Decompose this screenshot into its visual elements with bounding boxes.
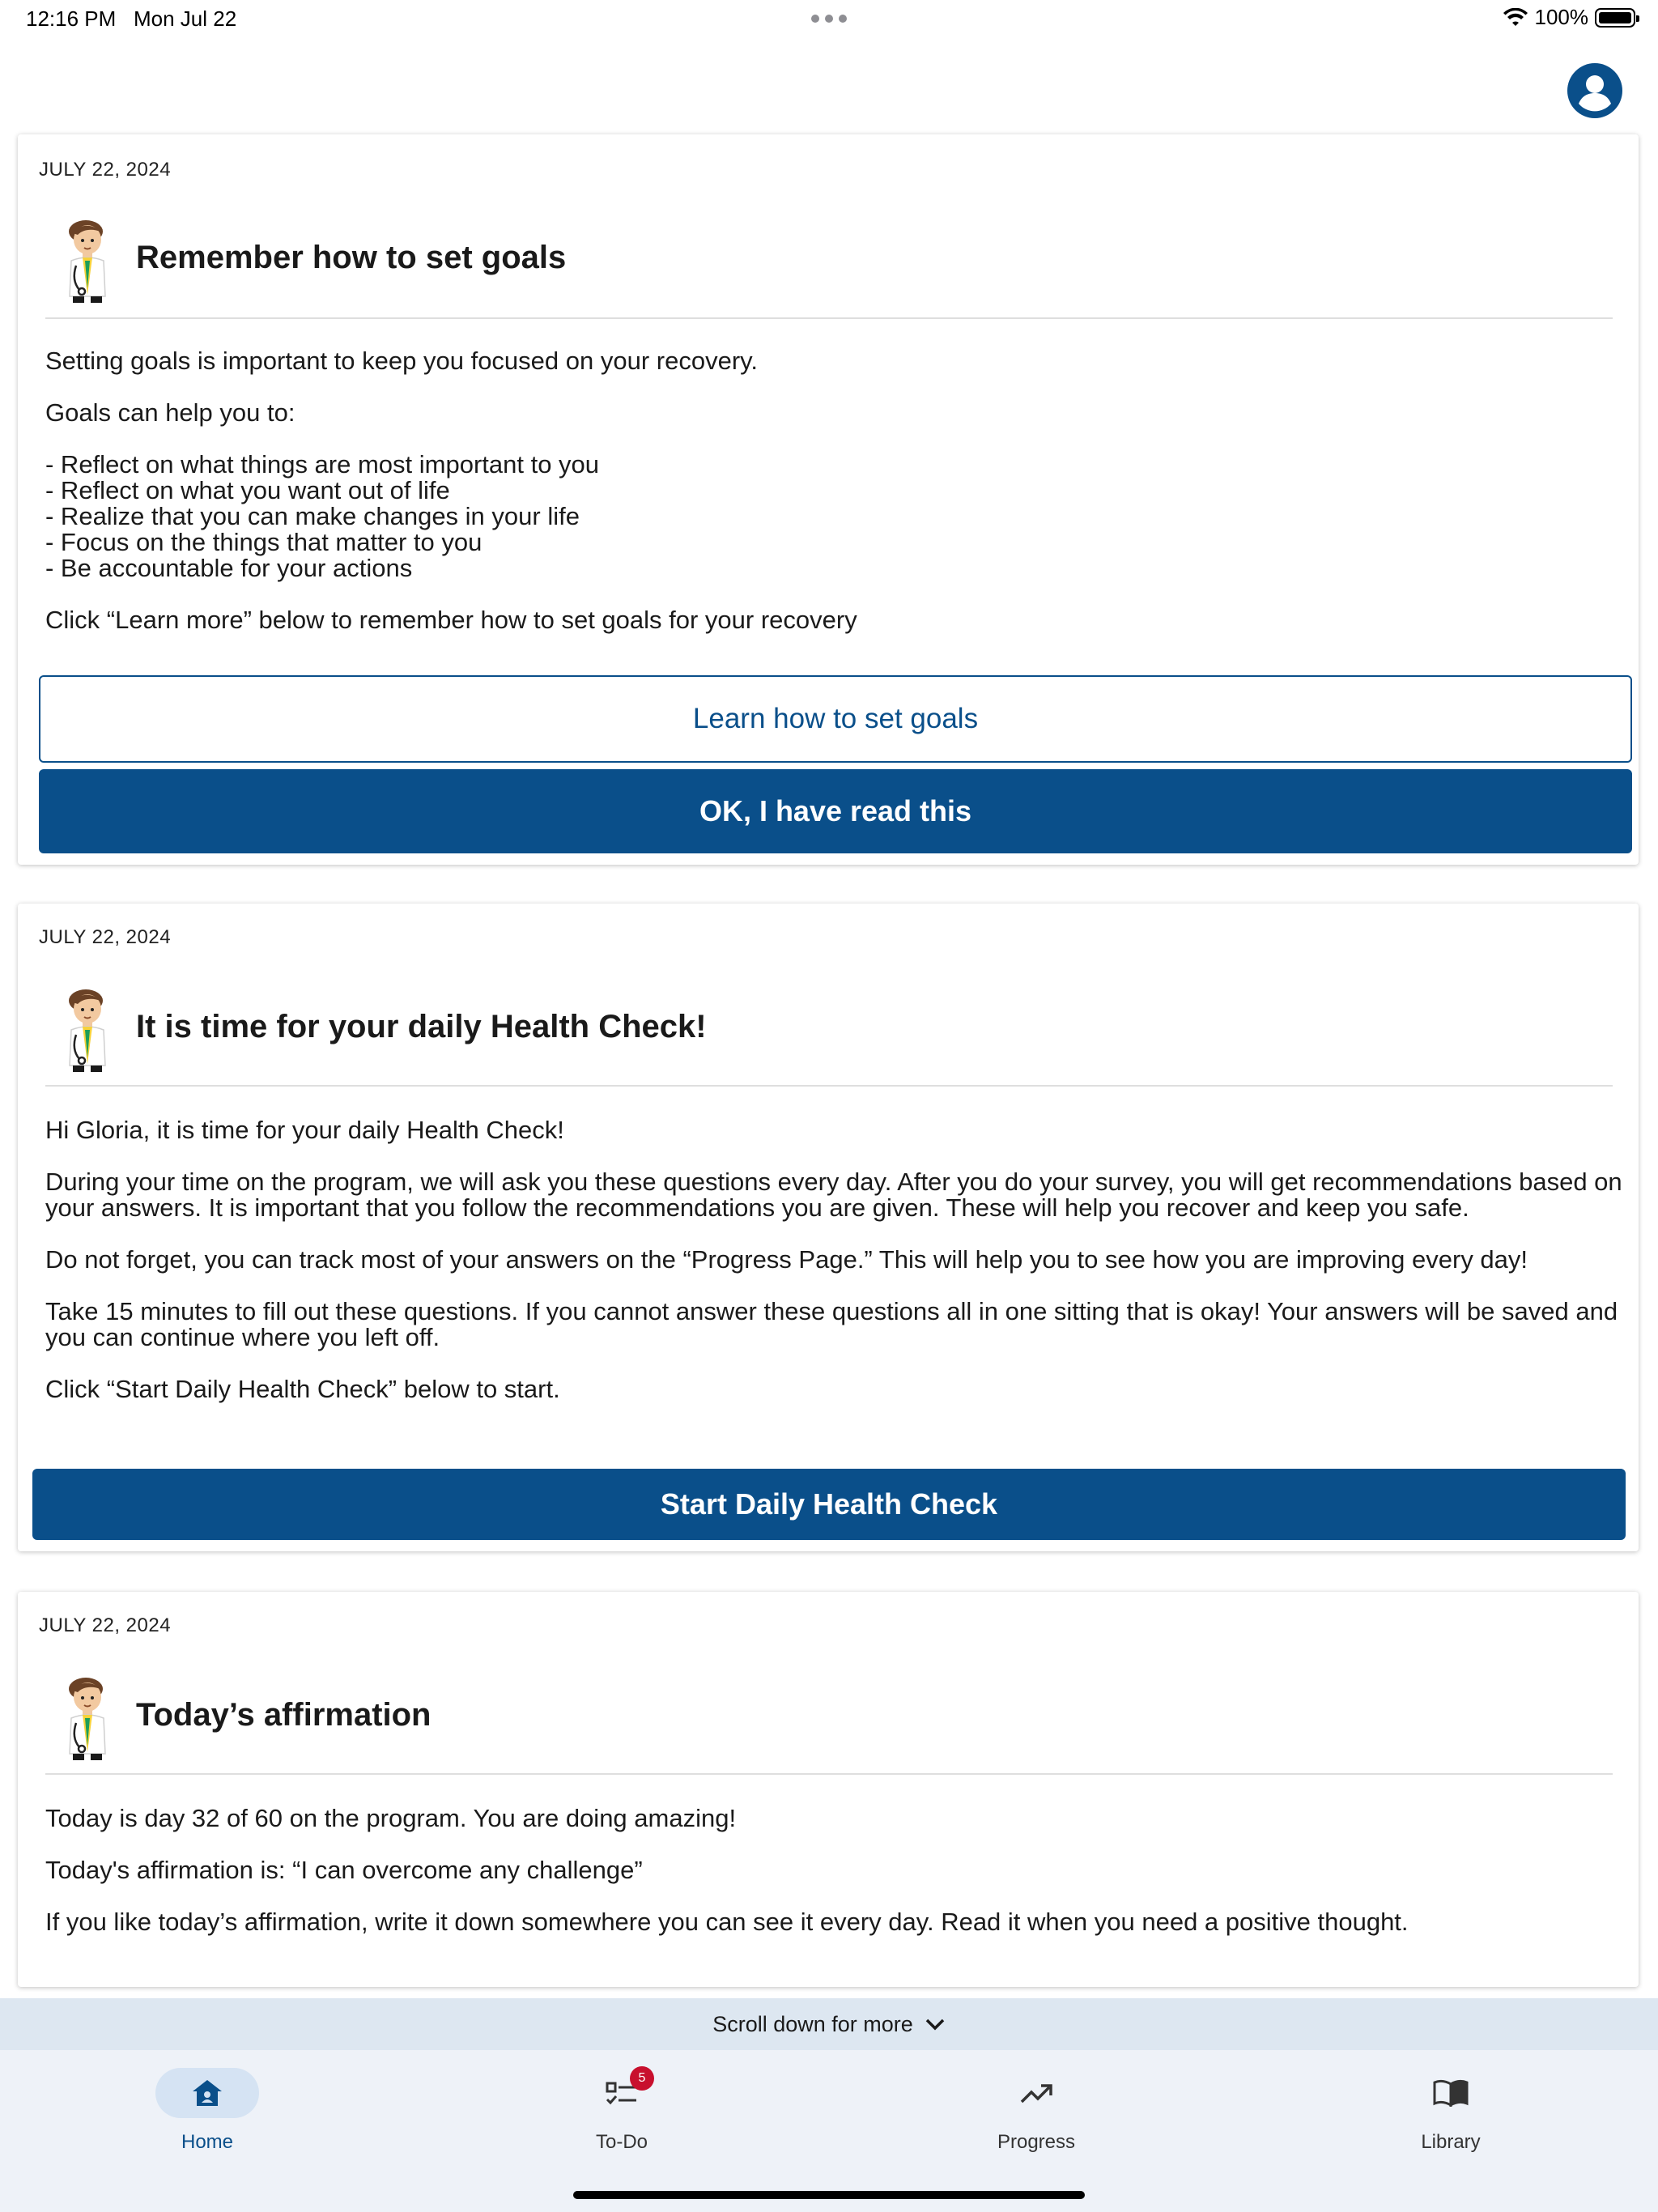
card-paragraph: If you like today’s affirmation, write it down somewhere you can see it every day. Read it when you need a positive thought. bbox=[45, 1908, 1409, 1936]
tab-library-pill bbox=[1399, 2068, 1503, 2118]
card-divider bbox=[45, 317, 1613, 319]
book-icon bbox=[1433, 2079, 1469, 2107]
tab-library[interactable] bbox=[1354, 2068, 1548, 2165]
card-date: JULY 22, 2024 bbox=[39, 926, 172, 948]
card-paragraph: Setting goals is important to keep you focused on your recovery. bbox=[45, 347, 758, 375]
card-paragraph: Today is day 32 of 60 on the program. You are doing amazing! bbox=[45, 1804, 737, 1832]
bottom-tab-bar bbox=[0, 2050, 1658, 2212]
card-divider bbox=[45, 1773, 1613, 1775]
tab-label: To-Do bbox=[595, 2131, 648, 2153]
status-time: 12:16 PM Mon Jul 22 bbox=[26, 6, 237, 31]
tab-progress-pill bbox=[984, 2068, 1088, 2118]
scroll-down-hint[interactable] bbox=[0, 1998, 1658, 2050]
tab-label: Home bbox=[181, 2131, 234, 2153]
card-paragraph: Hi Gloria, it is time for your daily Health Check! bbox=[45, 1116, 564, 1144]
card-date: JULY 22, 2024 bbox=[39, 159, 172, 181]
status-indicators bbox=[1503, 5, 1636, 30]
home-icon bbox=[191, 2078, 223, 2108]
card-title: Today’s affirmation bbox=[136, 1697, 432, 1733]
todo-count-badge: 5 bbox=[630, 2066, 654, 2091]
card-paragraph: Click “Start Daily Health Check” below to start. bbox=[45, 1375, 560, 1403]
status-bar bbox=[0, 0, 1658, 40]
affirmation-card bbox=[18, 1592, 1639, 1987]
battery-percent: 100% bbox=[1534, 5, 1588, 29]
card-body bbox=[45, 1117, 1632, 1402]
tab-home-pill bbox=[155, 2068, 259, 2118]
chevron-down-icon bbox=[925, 2017, 946, 2031]
card-paragraph: Click “Learn more” below to remember how to set goals for your recovery bbox=[45, 606, 857, 634]
list-item: - Focus on the things that matter to you bbox=[45, 528, 483, 556]
start-health-check-button[interactable]: Start Daily Health Check bbox=[32, 1469, 1626, 1540]
multitasking-dots[interactable] bbox=[811, 15, 847, 23]
card-paragraph: Do not forget, you can track most of your answers on the “Progress Page.” This will help you to see how you are improving every day! bbox=[45, 1245, 1528, 1274]
profile-icon[interactable] bbox=[1566, 62, 1624, 120]
goals-card bbox=[18, 134, 1639, 865]
tab-home[interactable] bbox=[110, 2068, 304, 2165]
doctor-avatar-icon bbox=[55, 215, 128, 304]
card-paragraph: Goals can help you to: bbox=[45, 398, 295, 427]
tab-label: Progress bbox=[997, 2131, 1076, 2153]
card-body bbox=[45, 1806, 1632, 1935]
tab-progress[interactable] bbox=[939, 2068, 1133, 2165]
list-item: - Reflect on what you want out of life bbox=[45, 476, 450, 504]
battery-icon bbox=[1595, 8, 1635, 28]
tab-todo-pill bbox=[570, 2068, 674, 2118]
tab-todo[interactable] bbox=[525, 2068, 719, 2165]
learn-goals-button[interactable]: Learn how to set goals bbox=[39, 675, 1632, 763]
list-item: - Reflect on what things are most important to you bbox=[45, 450, 600, 479]
card-divider bbox=[45, 1085, 1613, 1087]
card-paragraph: During your time on the program, we will ask you these questions every day. After you do your survey, you will get recommendations based on your answers. It is important that you follow the recommendations you are given. These will help you recover and keep you safe. bbox=[45, 1168, 1622, 1222]
card-title: Remember how to set goals bbox=[136, 240, 567, 275]
card-paragraph: Today's affirmation is: “I can overcome any challenge” bbox=[45, 1856, 643, 1884]
card-title: It is time for your daily Health Check! bbox=[136, 1009, 707, 1044]
tab-label: Library bbox=[1421, 2131, 1481, 2153]
card-paragraph: Take 15 minutes to fill out these questions. If you cannot answer these questions all in one sitting that is okay! Your answers will be saved and you can continue where you left off. bbox=[45, 1297, 1618, 1351]
health-check-card bbox=[18, 904, 1639, 1551]
ok-read-button[interactable]: OK, I have read this bbox=[39, 769, 1632, 853]
scroll-hint-label: Scroll down for more bbox=[712, 2011, 913, 2036]
list-item: - Be accountable for your actions bbox=[45, 554, 413, 582]
card-date: JULY 22, 2024 bbox=[39, 1614, 172, 1636]
home-indicator[interactable] bbox=[573, 2191, 1085, 2199]
wifi-icon bbox=[1503, 8, 1528, 28]
doctor-avatar-icon bbox=[55, 985, 128, 1074]
doctor-avatar-icon bbox=[55, 1673, 128, 1762]
trending-up-icon bbox=[1020, 2081, 1052, 2105]
list-item: - Realize that you can make changes in your life bbox=[45, 502, 580, 530]
card-body bbox=[45, 348, 1632, 633]
